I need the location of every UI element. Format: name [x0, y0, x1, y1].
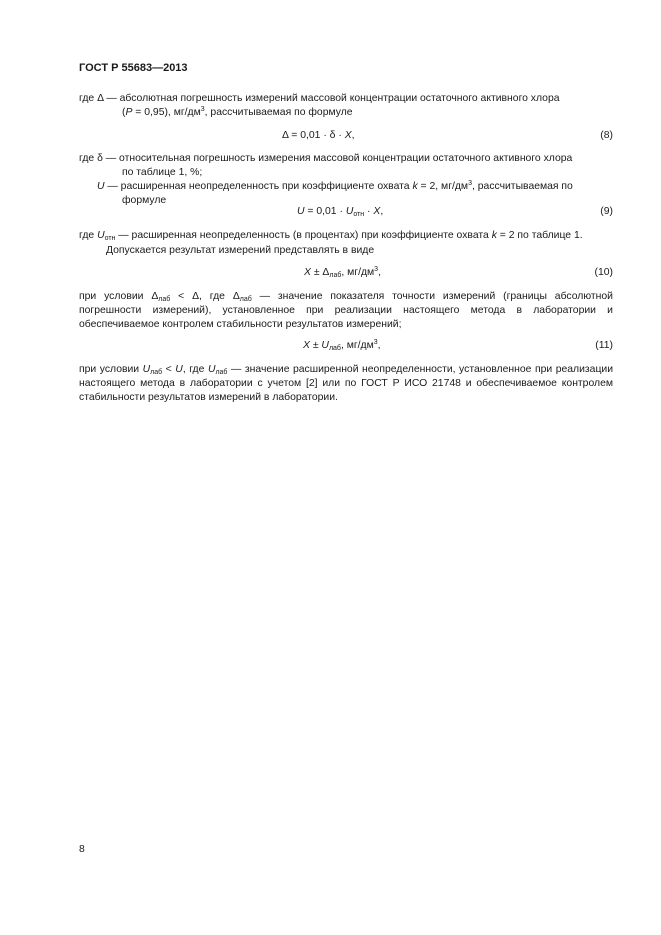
- var-U: U: [97, 230, 105, 241]
- dash: —: [106, 93, 117, 104]
- formula-11: [303, 340, 381, 351]
- comma: ,: [378, 267, 381, 278]
- def-small-delta-line1: [79, 152, 572, 166]
- def-delta-text2: = 0,95), мг/дм: [132, 107, 201, 118]
- cond1-a: при условии Δ: [79, 291, 159, 302]
- formula-9-mid: = 0,01 ·: [304, 206, 346, 217]
- def-U-line2: формуле: [122, 195, 167, 206]
- comma: ,: [351, 130, 355, 141]
- sub: лаб: [328, 345, 341, 352]
- def-Uotn-text1: — расширенная неопределенность (в процентах) при коэффициенте охвата: [115, 230, 492, 241]
- gde-label: где: [79, 230, 98, 241]
- delta-symbol: Δ: [97, 93, 104, 104]
- sub: отн: [104, 235, 116, 242]
- sub: отн: [353, 211, 365, 218]
- sup: 3: [374, 266, 379, 273]
- var-k: k: [412, 181, 418, 192]
- var-X: X: [373, 206, 381, 217]
- var-U: U: [97, 181, 105, 192]
- sub: лаб: [150, 369, 163, 376]
- def-delta-text: абсолютная погрешность измерений массовой концентрации остаточного активного хлора: [119, 93, 560, 104]
- var-P: P: [125, 107, 133, 118]
- var-U: U: [142, 364, 151, 375]
- var-U: U: [297, 206, 305, 217]
- cond2-b: <: [162, 364, 176, 375]
- def-small-delta-line2: по таблице 1, %;: [122, 167, 203, 178]
- comma: ,: [380, 206, 384, 217]
- comma: ,: [377, 340, 381, 351]
- sup: 3: [468, 180, 472, 187]
- formula-10-number: (10): [594, 267, 613, 278]
- cond1-b: < Δ, где Δ: [170, 291, 240, 302]
- var-U: U: [321, 340, 329, 351]
- var-X: X: [304, 267, 311, 278]
- page-header: ГОСТ Р 55683—2013: [79, 62, 188, 74]
- delta-small-symbol: δ: [97, 153, 103, 164]
- var-X: X: [303, 340, 310, 351]
- gde-label: где: [79, 93, 95, 104]
- sub: лаб: [215, 369, 228, 376]
- def-small-delta-text: относительная погрешность измерения массовой концентрации остаточного активного хлора: [119, 153, 573, 164]
- def-U-text3: , рассчитываемая по: [471, 181, 573, 192]
- sub: лаб: [158, 296, 171, 303]
- def-U-text1: — расширенная неопределенность при коэффициенте охвата: [107, 181, 413, 192]
- var-U: U: [207, 364, 216, 375]
- gde-label: где: [79, 153, 95, 164]
- condition-1-paragraph: [79, 290, 613, 332]
- formula-10: [304, 267, 381, 278]
- sup: 3: [373, 339, 378, 346]
- sup: 3: [200, 106, 205, 113]
- var-X: X: [344, 130, 352, 141]
- formula-11-pm: ±: [309, 340, 322, 351]
- cond2-a: при условии: [79, 364, 143, 375]
- var-U: U: [175, 364, 183, 375]
- formula-9-number: (9): [600, 206, 613, 217]
- unit: , мг/дм: [340, 340, 374, 351]
- formula-10-pm: ± Δ: [310, 267, 330, 278]
- sub: лаб: [329, 272, 342, 279]
- dash: —: [105, 153, 117, 164]
- page-number: 8: [79, 844, 85, 855]
- sub: лаб: [239, 296, 252, 303]
- formula-8-lhs: Δ = 0,01 · δ ·: [282, 130, 345, 141]
- formula-8-number: (8): [600, 130, 613, 141]
- def-delta-line2: [122, 106, 353, 120]
- unit: , мг/дм: [341, 267, 375, 278]
- def-Uotn: [79, 229, 583, 243]
- condition-2-paragraph: [79, 363, 613, 405]
- paren: (: [122, 107, 126, 118]
- dot: ·: [364, 206, 374, 217]
- def-delta-text3: , рассчитываемая по формуле: [204, 107, 353, 118]
- def-delta-line1: [79, 92, 560, 106]
- def-Uotn-text2: = 2 по таблице 1.: [496, 230, 583, 241]
- allow-sentence: Допускается результат измерений представлять в виде: [106, 245, 375, 256]
- var-U: U: [345, 206, 354, 217]
- def-U-text2: = 2, мг/дм: [417, 181, 469, 192]
- formula-9: [297, 206, 383, 217]
- cond2-d: — значение расширенной неопределенности, установленное при реализации настоящего метода в лаборатории с учетом [2] или по ГОСТ Р ИСО 21748 и обеспечиваемое контролем стабильности результатов измерений в лаборатории.: [79, 364, 614, 403]
- formula-8: [282, 130, 355, 141]
- formula-11-number: (11): [595, 340, 613, 351]
- cond2-c: , где: [182, 364, 208, 375]
- def-U-line1: [97, 180, 573, 194]
- cond1-c: — значение показателя точности измерений (границы абсолютной погрешности измерений), установленное при реализации настоящего метода в лаборатории и обеспечиваемое контролем стабильности результатов измерений;: [79, 291, 613, 330]
- var-k: k: [491, 230, 497, 241]
